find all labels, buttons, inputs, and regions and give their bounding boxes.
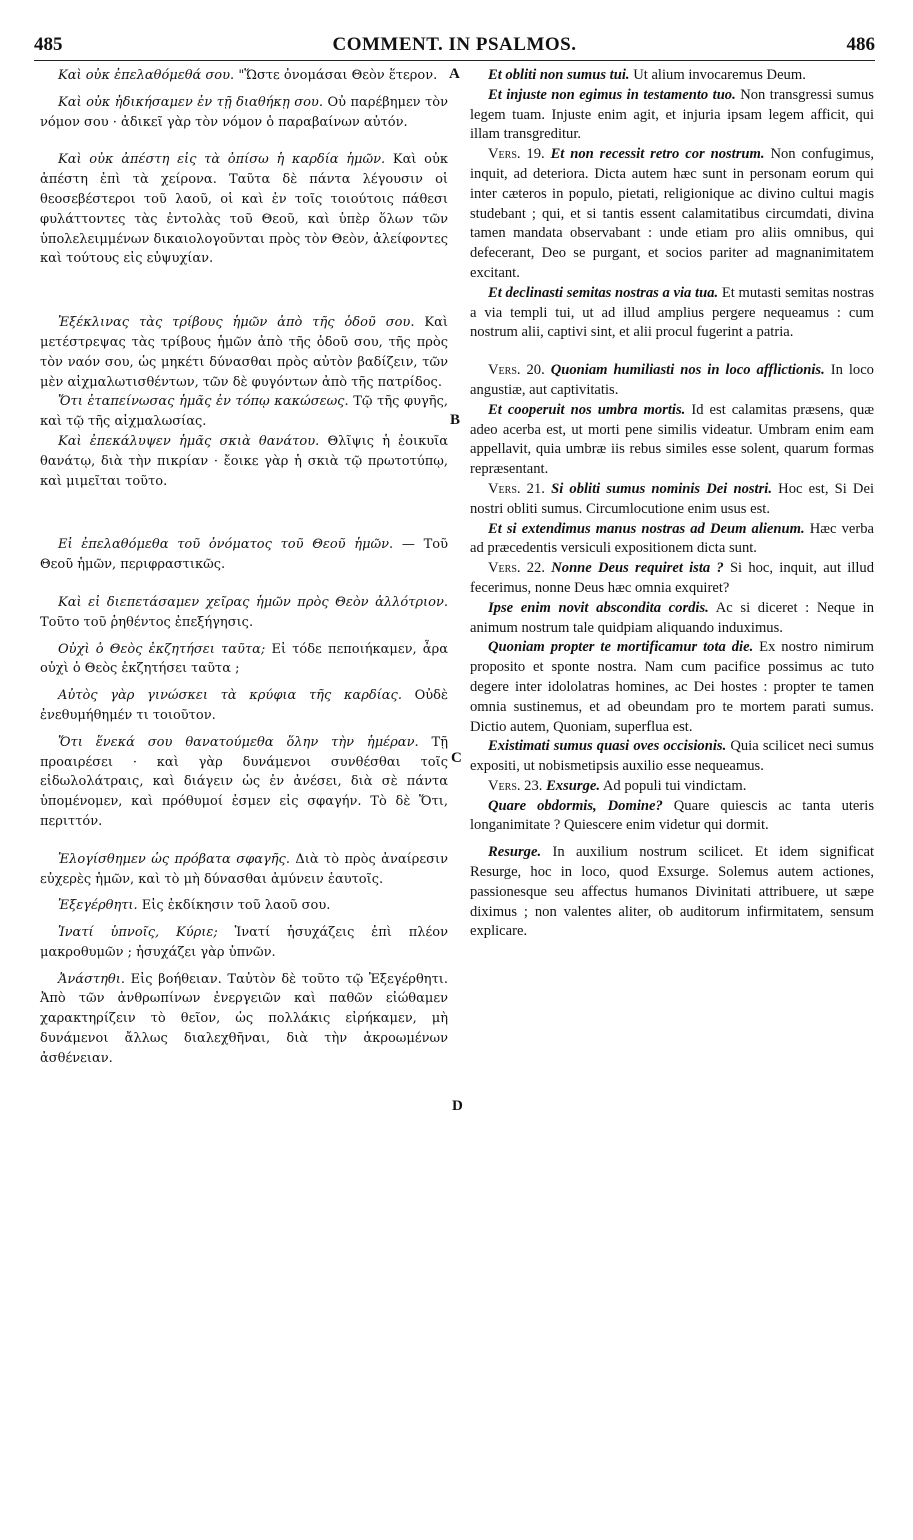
- greek-column: [40, 66, 448, 1069]
- latin-paragraph: Vers. 22. Nonne Deus requiret ista ? Si hoc, inquit, aut illud fecerimus, nonne Deus hæc omnia exquiret?: [470, 560, 875, 596]
- latin-column: [470, 66, 874, 942]
- section-marker-c: C: [451, 750, 462, 766]
- greek-paragraph: Ἐλογίσθημεν ὡς πρόβατα σφαγῆς. Διὰ τὸ πρὸς ἀναίρεσιν εὐχερὲς ἡμῶν, καὶ τὸ μὴ δύνασθαι ἀμύνειν ἑαυτοῖς.: [40, 851, 448, 887]
- latin-paragraph: Vers. 21. Si obliti sumus nominis Dei nostri. Hoc est, Si Dei nostri obliti sumus. Circumlocutione enim usus est.: [470, 480, 874, 517]
- latin-paragraph: Quare obdormis, Domine? Quare quiescis ac tanta uteris longanimitate ? Quiescere enim videtur qui dormit.: [470, 797, 875, 834]
- greek-paragraph: Ἐξέκλινας τὰς τρίβους ἡμῶν ἀπὸ τῆς ὁδοῦ σου. Καὶ μετέστρεψας τὰς τρίβους ἡμῶν ἀπὸ τῆς ὁδοῦ σου, τῆς πρὸς τὸν ναόν σου, ὡς μηκέτι δύνασθαι πρὸς αὐτὸν βαδίζειν, τῶν μὲν αἰχμαλωτισθέντων, τῶν δὲ φυγόντων ἀπὸ τῆς πατρίδος.: [40, 315, 448, 390]
- page-number-left: 485: [34, 34, 63, 55]
- latin-paragraph: Et obliti non sumus tui. Ut alium invocaremus Deum.: [488, 67, 806, 83]
- latin-paragraph: Quoniam propter te mortificamur tota die. Ex nostro nimirum proposito et sponte nostra. Nam cum pacifice possimus ac tuto degere inter idololatras homines, ac Dei hostes : propter te tamen omnia sustinemus, et ad obeundam pro te mortem parati sumus. Dictio autem, Quoniam, superflua est.: [470, 639, 874, 735]
- latin-paragraph: Ipse enim novit abscondita cordis. Ac si diceret : Neque in animum nostrum tale quidpiam aliquando induximus.: [470, 599, 875, 636]
- greek-paragraph: Αὐτὸς γὰρ γινώσκει τὰ κρύφια τῆς καρδίας. Οὐδὲ ἐνεθυμήθημέν τι τοιοῦτον.: [40, 688, 448, 723]
- greek-paragraph: Ἀνάστηθι. Εἰς βοήθειαν. Ταὐτὸν δὲ τοῦτο τῷ Ἐξεγέρθητι. Ἀπὸ τῶν ἀνθρωπίνων ἐνεργειῶν καὶ παθῶν εἰώθαμεν χαρακτηρίζειν τὸ θεῖον, ὡς πολλάκις εἰρήκαμεν, μὴ δυνάμενοι ἄλλως διαλεχθῆναι, διὰ τὴν ἀκροωμένων ἀσθένειαν.: [40, 971, 448, 1066]
- latin-paragraph: Et si extendimus manus nostras ad Deum alienum. Hæc verba ad præcedentis versiculi expositionem dicta sunt.: [470, 520, 874, 557]
- header-rule: [34, 60, 875, 61]
- greek-paragraph: Οὐχὶ ὁ Θεὸς ἐκζητήσει ταῦτα; Εἰ τόδε πεποιήκαμεν, ἆρα οὐχὶ ὁ Θεὸς ἐκζητήσει ταῦτα ;: [40, 641, 448, 677]
- greek-paragraph: Ἐξεγέρθητι. Εἰς ἐκδίκησιν τοῦ λαοῦ σου.: [58, 898, 331, 914]
- section-marker-d: D: [452, 1098, 463, 1114]
- greek-paragraph: Καὶ οὐκ ἀπέστη εἰς τὰ ὀπίσω ἡ καρδία ἡμῶν. Καὶ οὐκ ἀπέστη ἐπὶ τὰ χείρονα. Ταῦτα δὲ πάντα λέγουσιν οἱ θεοσεβέστεροι τοῦ λαοῦ, οἱ καὶ ἐν τοῖς τοιούτοις πάθεσι φυλάττοντες τὰς ἐντολὰς τοῦ Θεοῦ, καὶ ὑπὲρ ὅλων τῶν ὑπολελειμμένων δικαιολογοῦνται πρὸς τὸν Θεὸν, ἀλείφοντες καὶ τούτους εἰς εὐψυχίαν.: [40, 152, 448, 267]
- section-marker-a: A: [449, 66, 460, 82]
- page-number-right: 486: [846, 34, 875, 55]
- greek-paragraph: Καὶ οὐκ ἠδικήσαμεν ἐν τῇ διαθήκῃ σου. Οὐ παρέβημεν τὸν νόμον σου · ἀδικεῖ γὰρ τὸν νόμον ὁ παραβαίνων αὐτόν.: [40, 94, 448, 130]
- latin-paragraph: Et cooperuit nos umbra mortis. Id est calamitas præsens, quæ adeo acerba est, ut morti pene similis videatur. Umbram enim eam appellavit, quia umbræ iis rebus similes esse solent, quarum formas repræsentant.: [470, 401, 874, 478]
- greek-paragraph: Εἰ ἐπελαθόμεθα τοῦ ὀνόματος τοῦ Θεοῦ ἡμῶν. — Τοῦ Θεοῦ ἡμῶν, περιφραστικῶς.: [40, 537, 448, 573]
- page-header: [34, 34, 875, 62]
- greek-paragraph: Καὶ ἐπεκάλυψεν ἡμᾶς σκιὰ θανάτου. Θλῖψις ἡ ἐοικυῖα θανάτῳ, διὰ τὴν πικρίαν · ἔοικε γὰρ ἡ σκιὰ τῷ πρωτοτύπῳ, καὶ μιμεῖται τοῦτο.: [40, 433, 448, 489]
- section-marker-b: B: [450, 412, 461, 428]
- running-title: COMMENT. IN PSALMOS.: [332, 34, 577, 55]
- latin-paragraph: Vers. 23. Exsurge. Ad populi tui vindictam.: [488, 777, 747, 794]
- latin-paragraph: Et declinasti semitas nostras a via tua. Et mutasti semitas nostras a via templi tui, ut ad illud amplius pergere nequeamus : cum nostrum alii, captivi sint, et alii procul fugerint a patria.: [470, 284, 874, 341]
- greek-paragraph: Ἱνατί ὑπνοῖς, Κύριε; Ἱνατί ἡσυχάζεις ἐπὶ πλέον μακροθυμῶν ; ἡσυχάζει γὰρ ὑπνῶν.: [40, 925, 448, 960]
- greek-paragraph: Ὅτι ἕνεκά σου θανατούμεθα ὅλην τὴν ἡμέραν. Τῇ προαιρέσει · καὶ γὰρ δυνάμενοι συνθέσθαι τοῖς εἰδωλολάτραις, καὶ διάγειν ὡς ἐν ἀνέσει, διὰ σὲ πάντα ὑπομένομεν, καὶ πρόθυμοί ἐσμεν εἰς σφαγήν. Τὸ δὲ Ὅτι, περιττόν.: [40, 734, 448, 829]
- greek-paragraph: Καὶ οὐκ ἐπελαθόμεθά σου. "Ὥστε ὀνομάσαι Θεὸν ἕτερον.: [58, 68, 438, 83]
- latin-paragraph: Existimati sumus quasi oves occisionis. Quia scilicet neci sumus expositi, ut nobismetipsis auxilio esse nequeamus.: [470, 738, 874, 775]
- greek-paragraph: Καὶ εἰ διεπετάσαμεν χεῖρας ἡμῶν πρὸς Θεὸν ἀλλότριον. Τοῦτο τοῦ ῥηθέντος ἐπεξήγησις.: [40, 594, 448, 630]
- greek-paragraph: Ὅτι ἐταπείνωσας ἡμᾶς ἐν τόπῳ κακώσεως. Τῷ τῆς φυγῆς, καὶ τῷ τῆς αἰχμαλωσίας.: [40, 394, 448, 430]
- latin-paragraph: Vers. 19. Et non recessit retro cor nostrum. Non confugimus, inquit, ad deteriora. Dicta autem hæc sunt in personam eorum qui inter cæteros in populo, pietati, religionique ac divino cultui magis studebant ; qui, et si tantis essent calamitatibus circumdati, divina tamen mandata observabant : unde etiam pro aliis omnibus, qui defecerant, Deo se purgant, et socios pariter ad magnanimitatem excitant.: [470, 146, 875, 281]
- latin-paragraph: Resurge. In auxilium nostrum scilicet. Et idem significat Resurge, hoc in loco, quod Exsurge. Solemus autem actiones, passionesque seu affectus humanos Divinitati attribuere, ut sæpe diximus ; non valentes aliter, ob auditorum infirmitatem, sensum explicare.: [470, 844, 874, 940]
- latin-paragraph: Vers. 20. Quoniam humiliasti nos in loco afflictionis. In loco angustiæ, aut captivitatis.: [470, 362, 874, 398]
- latin-paragraph: Et injuste non egimus in testamento tuo. Non transgressi sumus legem tuam. Injuste enim agit, et injuria ipsam legem afficit, qui illam transgreditur.: [470, 86, 874, 143]
